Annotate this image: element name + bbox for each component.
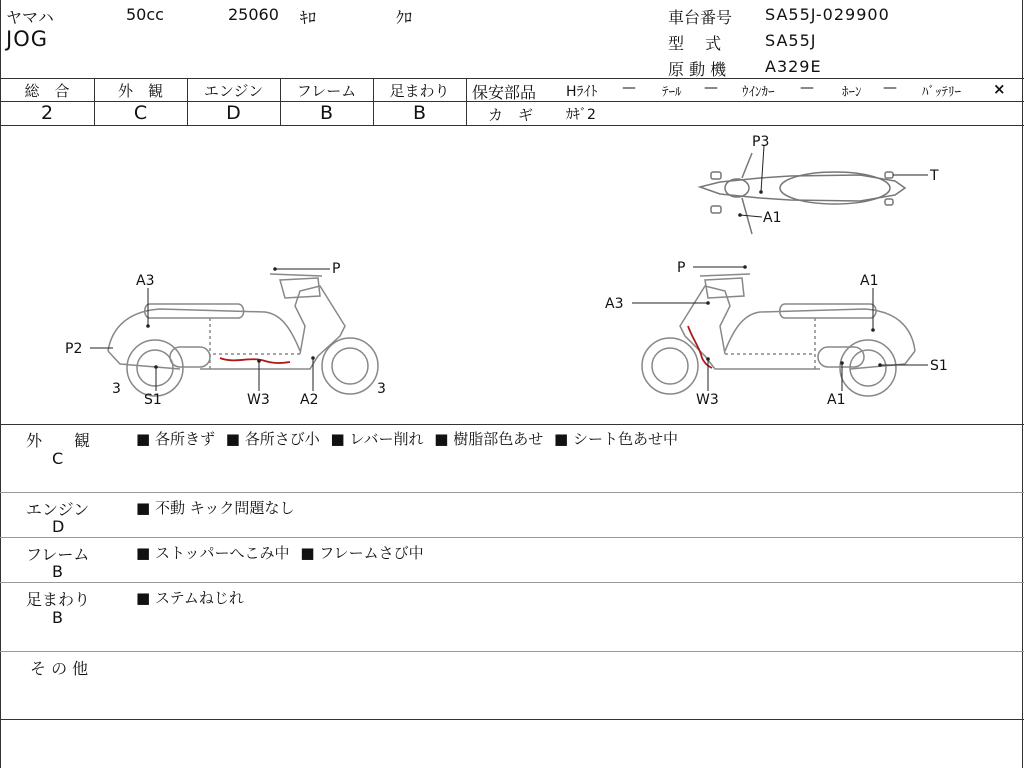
label-right-w3: W3 bbox=[696, 392, 719, 408]
remark-item: 樹脂部色あせ bbox=[453, 430, 544, 448]
engine-grade: D bbox=[226, 102, 241, 124]
frame-no: SA55J-029900 bbox=[765, 5, 890, 24]
safety-status-headlight: — bbox=[622, 80, 636, 96]
remark-grade-engine: D bbox=[52, 517, 65, 536]
top-view-callouts bbox=[738, 134, 939, 226]
top-view-scooter bbox=[700, 153, 905, 234]
remark-item: レバー削れ bbox=[349, 430, 424, 448]
label-top-p3: P3 bbox=[752, 134, 770, 150]
label-right-a1-bottom: A1 bbox=[827, 392, 846, 408]
remark-category-suspension: 足まわり bbox=[26, 590, 91, 609]
remark-item: 各所さび小 bbox=[244, 430, 320, 448]
exterior-grade: C bbox=[133, 102, 148, 124]
label-left-3a: 3 bbox=[112, 381, 121, 397]
safety-item-tail: ﾃｰﾙ bbox=[662, 85, 682, 100]
bullet-square-icon: ■ bbox=[136, 430, 151, 448]
model-name: JOG bbox=[6, 27, 48, 51]
safety-item-headlight: Hﾗｲﾄ bbox=[566, 84, 598, 100]
bullet-square-icon: ■ bbox=[136, 499, 151, 517]
frame-grade-label: フレーム bbox=[296, 82, 357, 100]
remark-items-suspension bbox=[136, 587, 244, 608]
remark-item: ストッパーへこみ中 bbox=[154, 544, 290, 562]
engine-value: A329E bbox=[765, 57, 822, 76]
remark-item: シート色あせ中 bbox=[572, 430, 678, 448]
safety-status-winker: — bbox=[800, 80, 814, 96]
label-top-t: T bbox=[930, 168, 939, 184]
label-top-a1: A1 bbox=[763, 210, 782, 226]
bullet-square-icon: ■ bbox=[434, 430, 449, 448]
safety-item-winker: ｳｲﾝｶｰ bbox=[742, 85, 775, 100]
remark-grade-frame: B bbox=[52, 562, 63, 581]
remark-items-frame bbox=[136, 542, 424, 563]
right-view-callouts bbox=[605, 260, 948, 408]
remark-item: 各所きず bbox=[154, 430, 215, 448]
type-value: SA55J bbox=[765, 31, 817, 50]
remark-category-engine: エンジン bbox=[26, 500, 90, 519]
other-label: そ の 他 bbox=[30, 659, 89, 678]
engine-grade-label: エンジン bbox=[203, 82, 264, 100]
remark-grade-exterior: C bbox=[52, 449, 64, 468]
label-left-p2: P2 bbox=[65, 341, 83, 357]
remark-item: 不動 キック問題なし bbox=[154, 499, 295, 517]
overall-label: 総 合 bbox=[24, 82, 70, 100]
label-left-w3: W3 bbox=[247, 392, 270, 408]
frame-no-label: 車台番号 bbox=[668, 8, 733, 27]
type-label: 型 式 bbox=[668, 34, 722, 53]
safety-item-battery: ﾊﾞｯﾃﾘｰ bbox=[922, 85, 961, 100]
remark-item: フレームさび中 bbox=[319, 544, 424, 562]
label-right-a3: A3 bbox=[605, 296, 624, 312]
label-right-a1-top: A1 bbox=[860, 273, 879, 289]
label-right-p: P bbox=[677, 260, 686, 276]
label-left-a3: A3 bbox=[136, 273, 155, 289]
remark-category-exterior: 外 観 bbox=[26, 431, 91, 450]
safety-status-tail: — bbox=[704, 80, 718, 96]
bullet-square-icon: ■ bbox=[136, 544, 151, 562]
remark-category-frame: フレーム bbox=[26, 545, 90, 564]
mileage-unit: ｷﾛ bbox=[300, 8, 317, 27]
mileage: 25060 bbox=[228, 5, 279, 24]
bullet-square-icon: ■ bbox=[136, 589, 151, 607]
key-label: カ ギ bbox=[488, 106, 534, 124]
remark-items-engine bbox=[136, 497, 294, 518]
overall-grade: 2 bbox=[40, 102, 54, 124]
label-left-s1: S1 bbox=[144, 392, 162, 408]
exterior-label: 外 観 bbox=[117, 82, 163, 100]
safety-status-horn: — bbox=[883, 80, 897, 96]
suspension-grade: B bbox=[412, 102, 427, 124]
displacement: 50cc bbox=[126, 5, 164, 24]
bullet-square-icon: ■ bbox=[330, 430, 345, 448]
safety-parts-label: 保安部品 bbox=[472, 83, 537, 102]
remark-grade-suspension: B bbox=[52, 608, 63, 627]
bullet-square-icon: ■ bbox=[554, 430, 569, 448]
right-view-scooter bbox=[642, 274, 915, 396]
label-right-s1: S1 bbox=[930, 358, 948, 374]
key-value: ｶｷﾞ2 bbox=[566, 107, 596, 123]
left-view-damage-mark bbox=[220, 358, 290, 363]
engine-label: 原 動 機 bbox=[668, 60, 727, 79]
frame-grade: B bbox=[319, 102, 334, 124]
color: ｸﾛ bbox=[396, 8, 413, 27]
safety-item-horn: ﾎｰﾝ bbox=[842, 85, 862, 100]
safety-status-battery: × bbox=[993, 80, 1006, 98]
maker: ヤマハ bbox=[6, 8, 54, 27]
remark-item: ステムねじれ bbox=[154, 589, 244, 607]
label-left-a2: A2 bbox=[300, 392, 319, 408]
remark-items-exterior bbox=[136, 428, 678, 449]
scooter-diagram bbox=[0, 126, 1024, 424]
bullet-square-icon: ■ bbox=[225, 430, 240, 448]
suspension-grade-label: 足まわり bbox=[389, 82, 450, 100]
label-left-3b: 3 bbox=[377, 381, 386, 397]
label-left-p: P bbox=[332, 261, 341, 277]
bullet-square-icon: ■ bbox=[300, 544, 315, 562]
